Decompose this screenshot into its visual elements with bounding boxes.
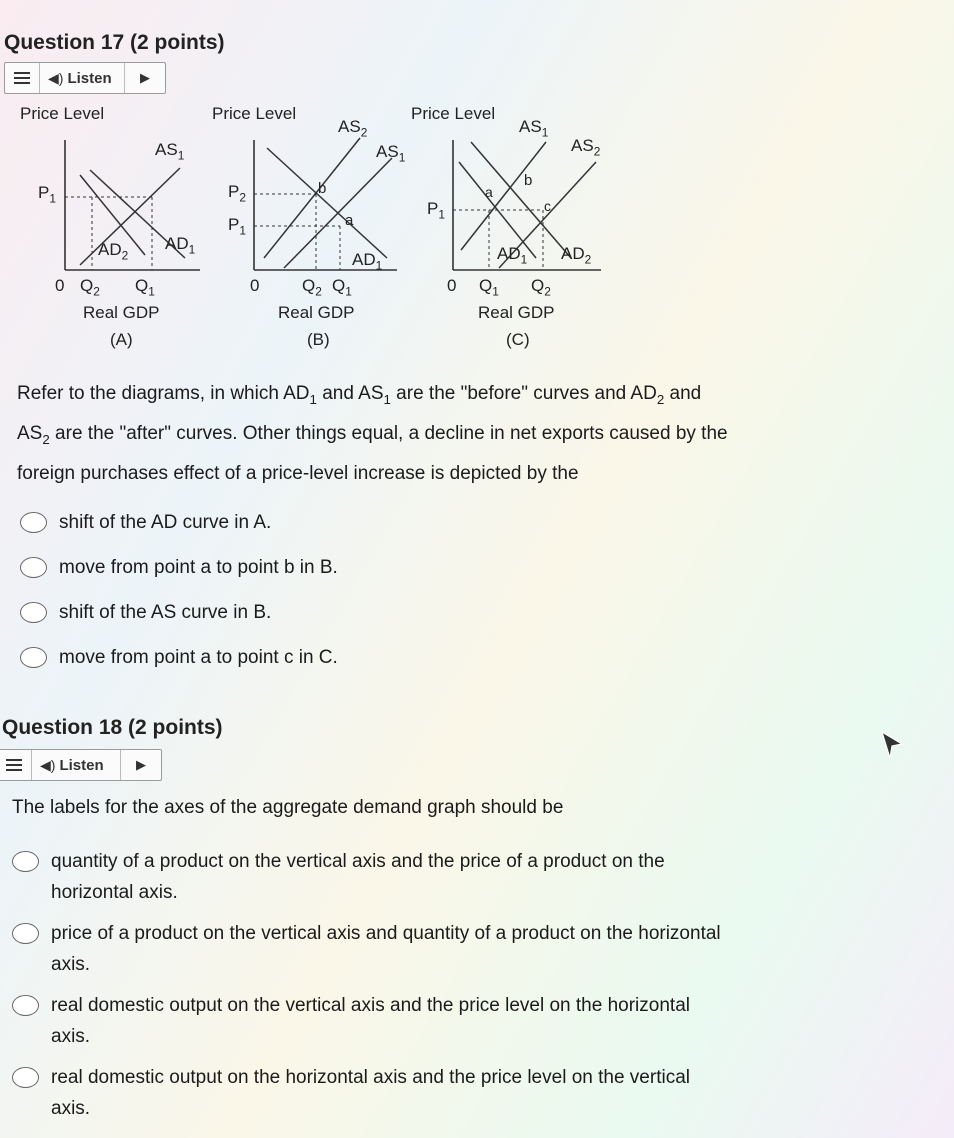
radio-button[interactable] (12, 1067, 39, 1088)
q18-option-4[interactable]: real domestic output on the horizontal axis and the price level on the vertical axis. (12, 1062, 690, 1124)
ad1-curve (267, 148, 387, 258)
q18-option-1[interactable]: quantity of a product on the vertical axis and the price of a product on the horizontal axis. (12, 846, 665, 908)
listen-bar-q18 (0, 749, 162, 781)
point-a: a (485, 184, 493, 200)
listen-bar-q17 (4, 62, 166, 94)
q17-option-3[interactable]: shift of the AS curve in B. (20, 597, 271, 628)
point-a: a (345, 212, 354, 229)
play-icon[interactable]: ▶ (124, 63, 165, 93)
caption-b: (B) (307, 330, 330, 349)
play-icon[interactable]: ▶ (120, 750, 161, 780)
radio-button[interactable] (20, 647, 47, 668)
point-b: b (524, 172, 533, 189)
menu-icon[interactable] (5, 63, 40, 93)
ad2-curve (471, 142, 571, 258)
radio-button[interactable] (20, 512, 47, 533)
diagram-c: Price Level $AS_1$ $AS_2$ $P_1$ a b c $AD_1$ $AD_2$ 0 $Q_1$ $Q_2$ Real GDP (C) (411, 100, 611, 350)
radio-button[interactable] (12, 851, 39, 872)
question-17-stem: Refer to the diagrams, in which $AD_1$ and $AS_1$ are the "before" curves and $AD_2$ and $AS_2$ are the "after" curves. Other things equal, a decline in net exports caused by the foreign purchases effect of a price-level increase is depicted by the (17, 383, 728, 484)
speaker-icon: ◀︎) (48, 69, 64, 86)
point-c: c (544, 198, 551, 214)
speaker-icon: ◀︎) (40, 756, 56, 773)
q17-option-1[interactable]: shift of the AD curve in A. (20, 507, 271, 538)
y-axis-label: Price Level (411, 104, 496, 123)
y-axis-label: Price Level (212, 104, 297, 123)
listen-button[interactable]: Listen (59, 756, 104, 774)
caption-a: (A) (110, 330, 133, 349)
radio-button[interactable] (12, 995, 39, 1016)
q18-option-3[interactable]: real domestic output on the vertical axis and the price level on the horizontal axis. (12, 990, 690, 1052)
point-b: b (318, 180, 327, 197)
y-axis-label: Price Level (20, 104, 105, 123)
radio-button[interactable] (20, 602, 47, 623)
mouse-cursor-icon (880, 730, 906, 762)
radio-button[interactable] (12, 923, 39, 944)
diagram-a: Price Level $AS_1$ $P_1$ $AD_2$ $AD_1$ 0 $Q_2$ $Q_1$ Real GDP (A) (20, 100, 220, 350)
x-axis-label: Real GDP (83, 303, 160, 322)
menu-icon[interactable] (0, 750, 32, 780)
question-18-stem: The labels for the axes of the aggregate demand graph should be (12, 797, 564, 818)
x-axis-label: Real GDP (278, 303, 355, 322)
q17-option-2[interactable]: move from point a to point b in B. (20, 552, 338, 583)
listen-button[interactable]: Listen (67, 69, 112, 87)
question-17-title: Question 17 (2 points) (4, 31, 225, 54)
q18-option-2[interactable]: price of a product on the vertical axis and quantity of a product on the horizontal axis. (12, 918, 721, 980)
x-axis-label: Real GDP (478, 303, 555, 322)
as1-curve (461, 142, 546, 250)
question-18-title: Question 18 (2 points) (2, 716, 223, 739)
radio-button[interactable] (20, 557, 47, 578)
q17-option-4[interactable]: move from point a to point c in C. (20, 642, 338, 673)
caption-c: (C) (506, 330, 530, 349)
diagram-b: Price Level $AS_2$ $AS_1$ $P_2$ $P_1$ b a $AD_1$ 0 $Q_2$ $Q_1$ Real GDP (B) (212, 100, 412, 350)
